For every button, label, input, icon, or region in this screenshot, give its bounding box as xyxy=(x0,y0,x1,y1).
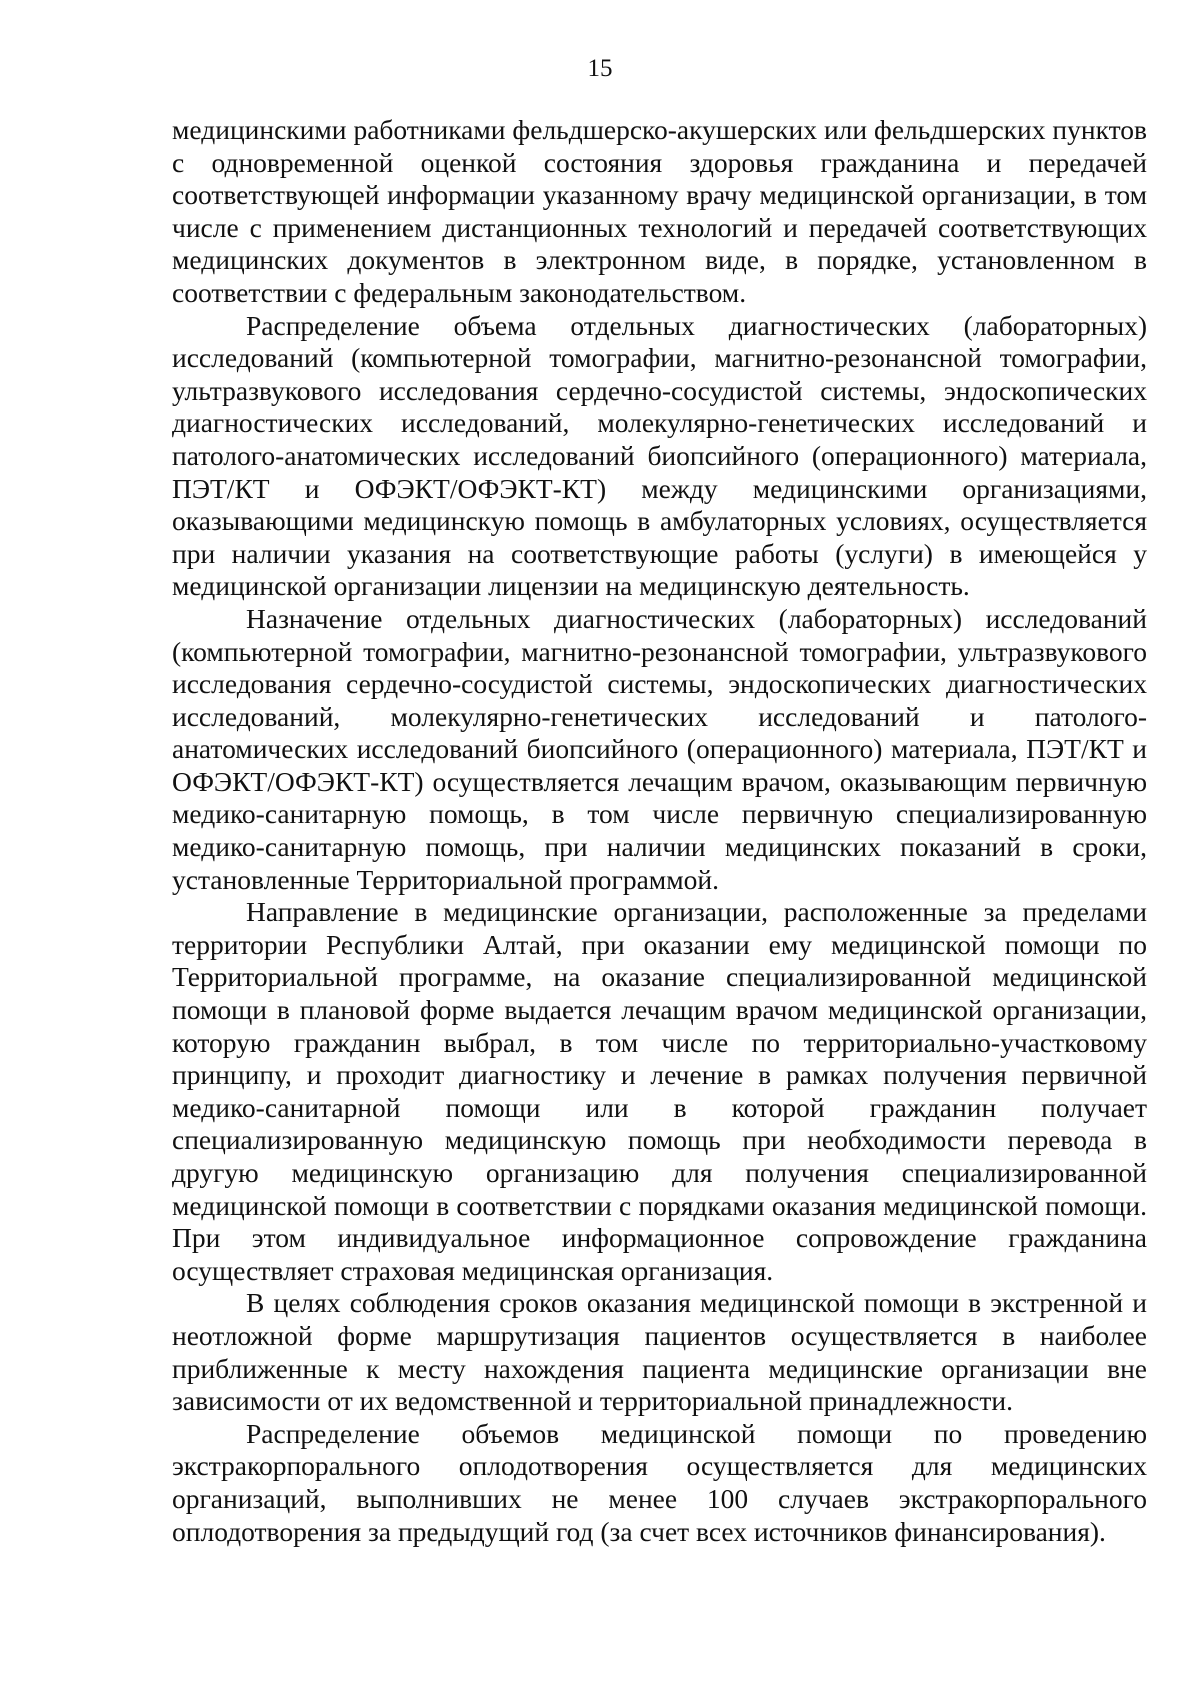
page-number: 15 xyxy=(587,55,613,82)
paragraph-referral-outside-region: Направление в медицинские организации, расположенные за пределами территории Республики Алтай, при оказании ему медицинской помощи по Территориальной программе, на оказание специализированной медицинской помощи в плановой форме выдается лечащим врачом медицинской организации, которую гражданин выбрал, в том числе по территориально-участковому принципу, и проходит диагностику и лечение в рамках получения первичной медико-санитарной помощи или в которой гражданин получает специализированную медицинскую помощь при необходимости перевода в другую медицинскую организацию для получения специализированной медицинской помощи в соответствии с порядками оказания медицинской помощи. При этом индивидуальное информационное сопровождение гражданина осуществляет страховая медицинская организация. xyxy=(172,896,1147,1286)
document-body xyxy=(172,114,1147,1548)
paragraph-ivf-distribution: Распределение объемов медицинской помощи по проведению экстракорпорального оплодотворения осуществляется для медицинских организаций, выполнивших не менее 100 случаев экстракорпорального оплодотворения за предыдущий год (за счет всех источников финансирования). xyxy=(172,1417,1147,1547)
paragraph-diagnostic-volume-distribution: Распределение объема отдельных диагностических (лабораторных) исследований (компьютерной томографии, магнитно-резонансной томографии, ультразвукового исследования сердечно-сосудистой системы, эндоскопических диагностических исследований, молекулярно-генетических исследований и патолого-анатомических исследований биопсийного (операционного) материала, ПЭТ/КТ и ОФЭКТ/ОФЭКТ-КТ) между медицинскими организациями, оказывающими медицинскую помощь в амбулаторных условиях, осуществляется при наличии указания на соответствующие работы (услуги) в имеющейся у медицинской организации лицензии на медицинскую деятельность. xyxy=(172,309,1147,602)
paragraph-continuation: медицинскими работниками фельдшерско-акушерских или фельдшерских пунктов с одновременной оценкой состояния здоровья гражданина и передачей соответствующей информации указанному врачу медицинской организации, в том числе с применением дистанционных технологий и передачей соответствующих медицинских документов в электронном виде, в порядке, установленном в соответствии с федеральным законодательством. xyxy=(172,114,1147,308)
paragraph-emergency-routing: В целях соблюдения сроков оказания медицинской помощи в экстренной и неотложной форме маршрутизация пациентов осуществляется в наиболее приближенные к месту нахождения пациента медицинские организации вне зависимости от их ведомственной и территориальной принадлежности. xyxy=(172,1287,1147,1417)
paragraph-diagnostic-assignment: Назначение отдельных диагностических (лабораторных) исследований (компьютерной томографии, магнитно-резонансной томографии, ультразвукового исследования сердечно-сосудистой системы, эндоскопических диагностических исследований, молекулярно-генетических исследований и патолого-анатомических исследований биопсийного (операционного) материала, ПЭТ/КТ и ОФЭКТ/ОФЭКТ-КТ) осуществляется лечащим врачом, оказывающим первичную медико-санитарную помощь, в том числе первичную специализированную медико-санитарную помощь, при наличии медицинских показаний в сроки, установленные Территориальной программой. xyxy=(172,602,1147,895)
